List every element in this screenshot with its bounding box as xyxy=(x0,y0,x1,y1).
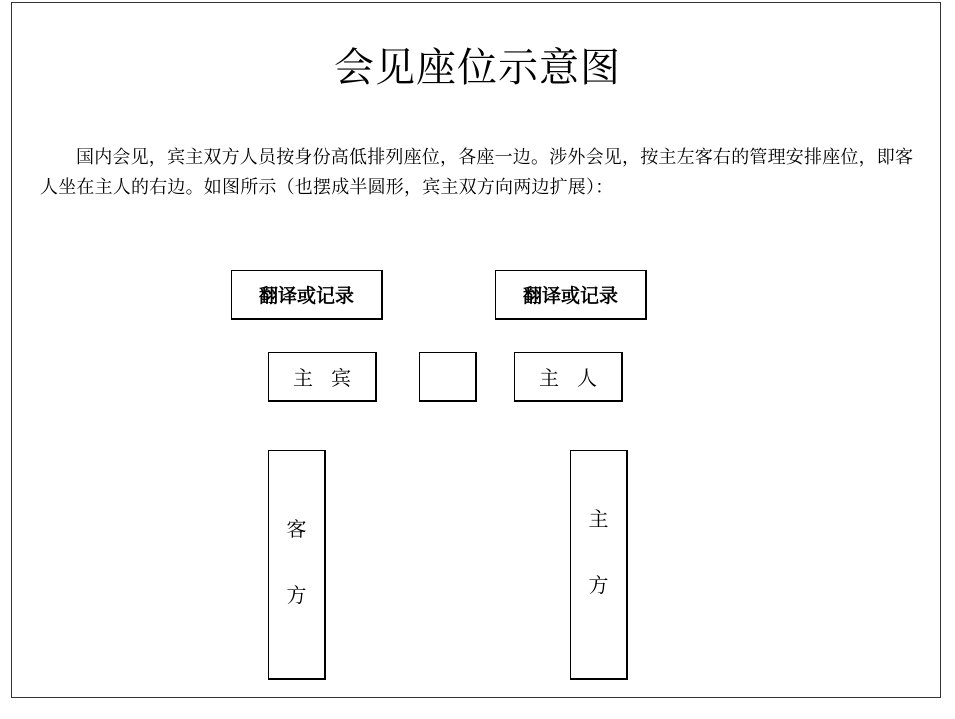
guest-side-char-2: 方 xyxy=(286,583,307,607)
host-side-char-1: 主 xyxy=(588,507,609,531)
center-table xyxy=(419,352,477,402)
guest-side-seats xyxy=(268,450,326,680)
description-text: 国内会见，宾主双方人员按身份高低排列座位，各座一边。涉外会见，按主左客右的管理安排座位，即客人坐在主人的右边。如图所示（也摆成半圆形，宾主双方向两边扩展）： xyxy=(40,147,914,198)
main-guest-label: 主宾 xyxy=(293,366,369,390)
translator-box-left xyxy=(231,270,383,320)
main-host-label: 主人 xyxy=(539,366,615,390)
main-guest-seat xyxy=(268,352,377,402)
guest-side-char-1: 客 xyxy=(286,517,307,541)
host-side-seats xyxy=(570,450,628,680)
page-title: 会见座位示意图 xyxy=(334,45,621,91)
translator-box-right xyxy=(495,270,647,320)
translator-label-right: 翻译或记录 xyxy=(522,285,618,307)
translator-label-left: 翻译或记录 xyxy=(258,285,354,307)
page-frame xyxy=(11,2,941,698)
host-side-char-2: 方 xyxy=(588,573,609,597)
main-host-seat xyxy=(514,352,623,402)
